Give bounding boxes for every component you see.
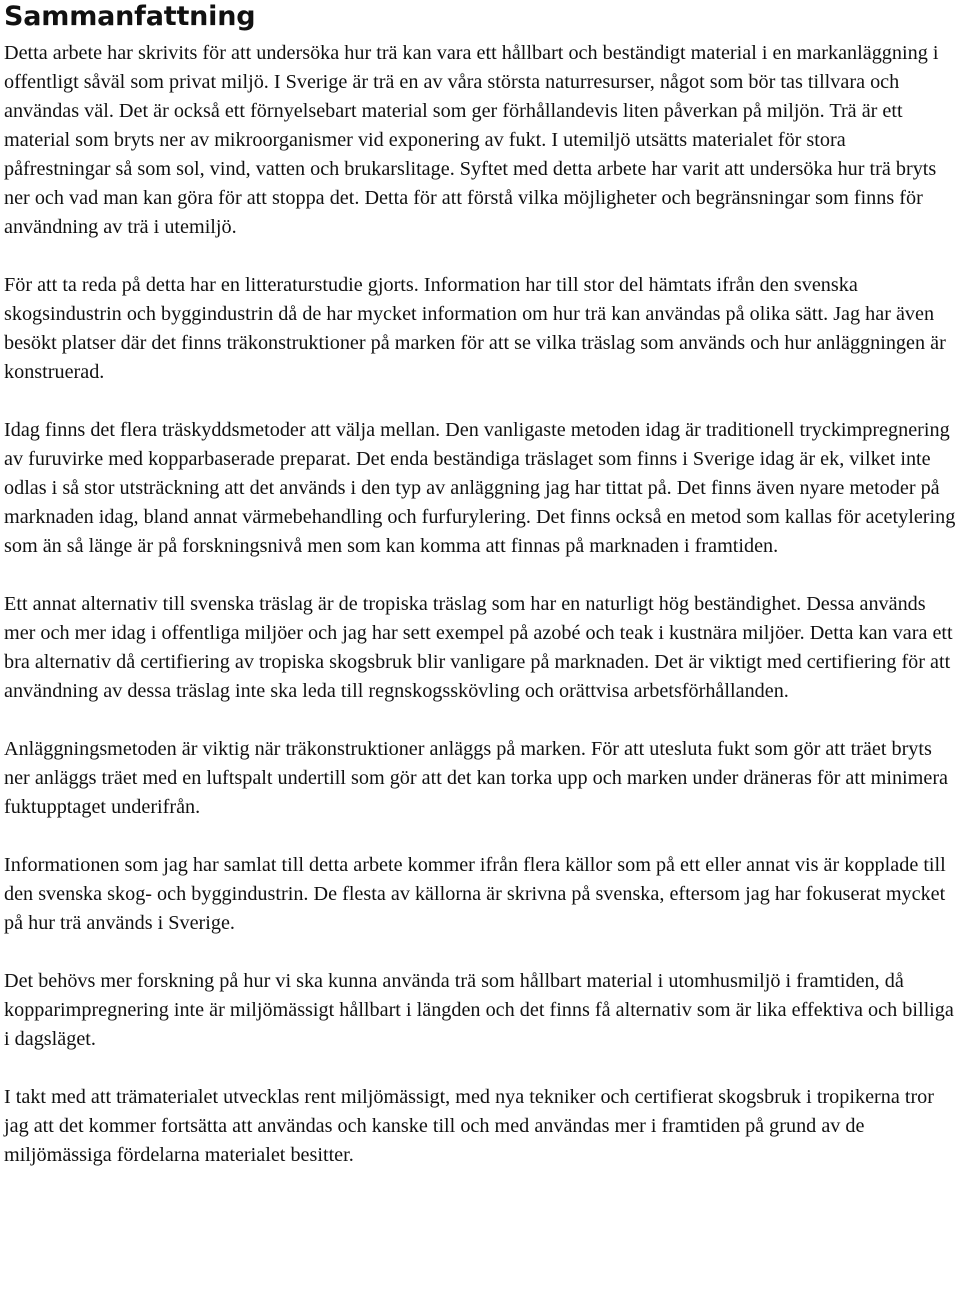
paragraph-4: Ett annat alternativ till svenska träslag är de tropiska träslag som har en naturligt hög beständighet. Dessa används mer och mer idag i offentliga miljöer och jag har sett exempel på azobé och teak i kustnära miljöer. Detta kan vara ett bra alternativ då certifiering av tropiska skogsbruk blir vanligare på marknaden. Det är viktigt med certifiering för att användning av dessa träslag inte ska leda till regnskogsskövling och orättvisa arbetsförhållanden. bbox=[4, 593, 953, 702]
page-title: Sammanfattning bbox=[4, 1, 256, 32]
paragraph-2: För att ta reda på detta har en litteraturstudie gjorts. Information har till stor del hämtats ifrån den svenska skogsindustrin och byggindustrin då de har mycket information om hur trä kan användas på olika sätt. Jag har även besökt platser där det finns träkonstruktioner på marken för att se vilka träslag som används och hur anläggningen är konstruerad. bbox=[4, 274, 946, 383]
paragraph-5: Anläggningsmetoden är viktig när träkonstruktioner anläggs på marken. För att utesluta fukt som gör att träet bryts ner anläggs träet med en luftspalt undertill som gör att det kan torka upp och marken under dräneras för att minimera fuktupptaget underifrån. bbox=[4, 738, 949, 818]
paragraph-7: Det behövs mer forskning på hur vi ska kunna använda trä som hållbart material i utomhusmiljö i framtiden, då kopparimpregnering inte är miljömässigt hållbart i längden och det finns få alternativ som är lika effektiva och billiga i dagsläget. bbox=[4, 970, 954, 1050]
paragraph-8: I takt med att trämaterialet utvecklas rent miljömässigt, med nya tekniker och certifierat skogsbruk i tropikerna tror jag att det kommer fortsätta att användas och kanske till och med användas mer i framtiden på grund av de miljömässiga fördelarna materialet besitter. bbox=[4, 1086, 934, 1166]
paragraph-1: Detta arbete har skrivits för att undersöka hur trä kan vara ett hållbart och beständigt material i en markanläggning i offentligt såväl som privat miljö. I Sverige är trä en av våra största naturresurser, något som bör tas tillvara och användas väl. Det är också ett förnyelsebart material som ger förhållandevis liten påverkan på miljön. Trä är ett material som bryts ner av mikroorganismer vid exponering av fukt. I utemiljö utsätts materialet för stora påfrestningar så som sol, vind, vatten och brukarslitage. Syftet med detta arbete har varit att undersöka hur trä bryts ner och vad man kan göra för att stoppa det. Detta för att förstå vilka möjligheter och begränsningar som finns för användning av trä i utemiljö. bbox=[4, 42, 939, 238]
document-page bbox=[4, 0, 956, 1199]
paragraph-3: Idag finns det flera träskyddsmetoder att välja mellan. Den vanligaste metoden idag är traditionell tryckimpregnering av furuvirke med kopparbaserade preparat. Det enda beständiga träslaget som finns i Sverige idag är ek, vilket inte odlas i så stor utsträckning att det används i den typ av anläggning jag har tittat på. Det finns även nyare metoder på marknaden idag, bland annat värmebehandling och furfurylering. Det finns också en metod som kallas för acetylering som än så länge är på forskningsnivå men som kan komma att finnas på marknaden i framtiden. bbox=[4, 419, 956, 557]
paragraph-6: Informationen som jag har samlat till detta arbete kommer ifrån flera källor som på ett eller annat vis är kopplade till den svenska skog- och byggindustrin. De flesta av källorna är skrivna på svenska, eftersom jag har fokuserat mycket på hur trä används i Sverige. bbox=[4, 854, 946, 934]
